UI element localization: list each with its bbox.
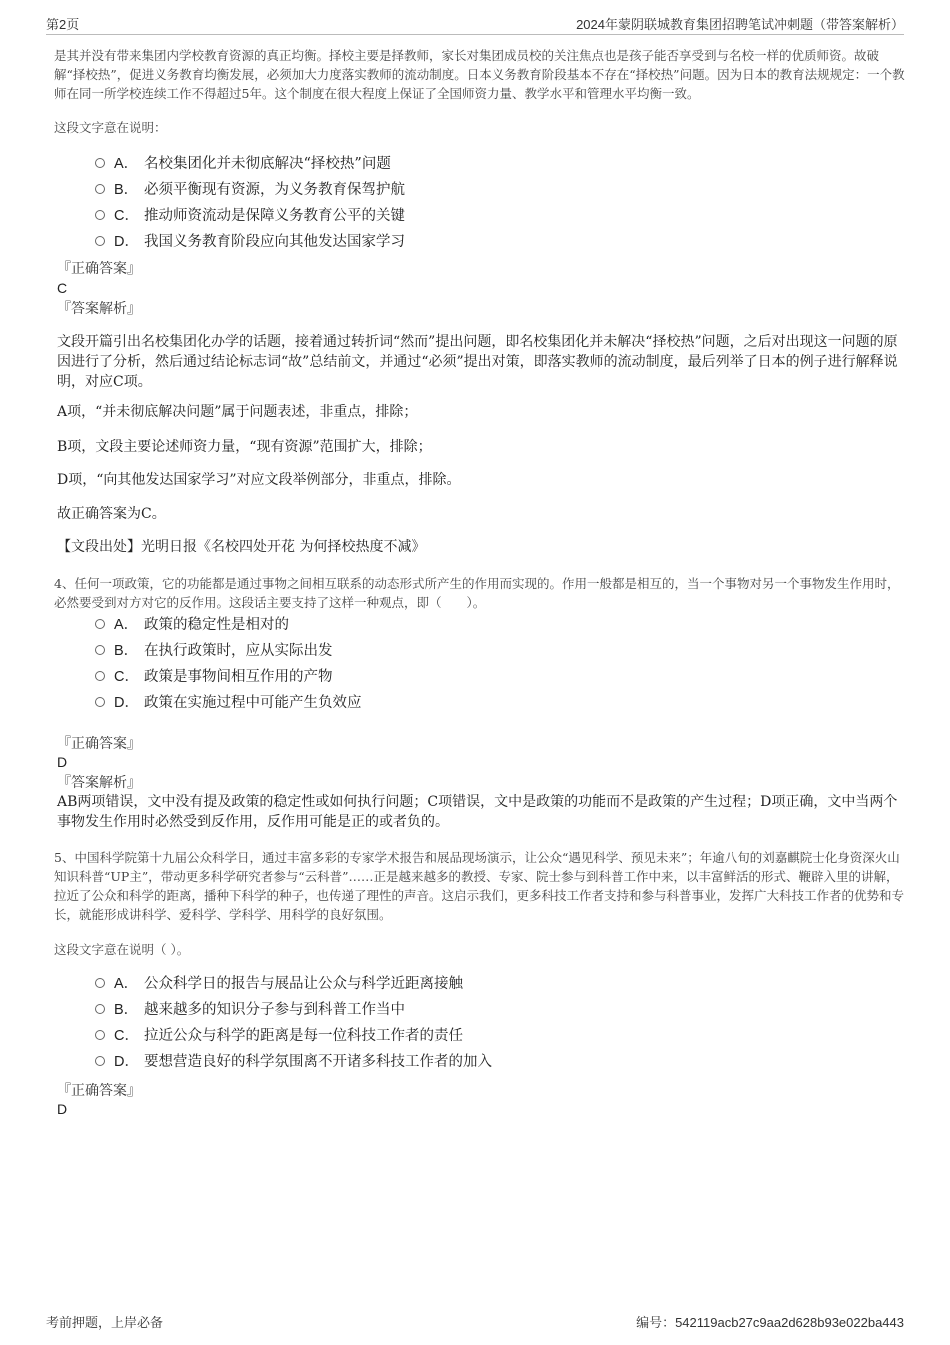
q4-question: 4、任何一项政策，它的功能都是通过事物之间相互联系的动态形式所产生的作用而实现的。作用一般都是相互的，当一个事物对另一个事物发生作用时，必然要受到对方对它的反作用。这段话主要支持了这样一种观点，即（ ）。 <box>54 576 900 610</box>
q3-analysis-label: 『答案解析』 <box>57 301 141 317</box>
q4-options <box>95 612 895 716</box>
q4-analysis-label: 『答案解析』 <box>57 775 141 791</box>
q3-answer-label: 『正确答案』 <box>57 261 141 277</box>
q3-passage: 是其并没有带来集团内学校教育资源的真正均衡。择校主要是择教师，家长对集团成员校的关注焦点也是孩子能否享受到与名校一样的优质师资。故破解“择校热”，促进义务教育均衡发展，必须加大力度落实教师的流动制度。日本义务教育阶段基本不存在“择校热”问题。因为日本的教育法规规定：一个教师在同一所学校连续工作不得超过5年。这个制度在很大程度上保证了全国师资力量、教学水平和管理水平均衡一致。 <box>54 48 905 101</box>
q3-option-b[interactable]: B． 必须平衡现有资源，为义务教育保驾护航 <box>95 177 895 203</box>
q5-answer-value: D <box>57 1101 68 1117</box>
radio-icon[interactable] <box>95 1004 105 1014</box>
document-code: 编号：542119acb27c9aa2d628b93e022ba443 <box>636 1315 904 1330</box>
q5-option-d[interactable]: D． 要想营造良好的科学氛围离不开诸多科技工作者的加入 <box>95 1049 895 1075</box>
q3-analysis-conclusion: 故正确答案为C。 <box>57 506 166 522</box>
q4-option-a[interactable]: A． 政策的稳定性是相对的 <box>95 612 895 638</box>
q5-option-c[interactable]: C． 拉近公众与科学的距离是每一位科技工作者的责任 <box>95 1023 895 1049</box>
q3-analysis-summary: 文段开篇引出名校集团化办学的话题，接着通过转折词“然而”提出问题，即名校集团化并未解决“择校热”问题，之后对出现这一问题的原因进行了分析，然后通过结论标志词“故”总结前文，并通过“必须”提出对策，即落实教师的流动制度，最后列举了日本的例子进行解释说明，对应C项。 <box>57 334 898 390</box>
q3-option-d[interactable]: D． 我国义务教育阶段应向其他发达国家学习 <box>95 229 895 255</box>
radio-icon[interactable] <box>95 697 105 707</box>
radio-icon[interactable] <box>95 184 105 194</box>
document-title: 2024年蒙阴联城教育集团招聘笔试冲刺题（带答案解析） <box>576 17 904 32</box>
q5-option-a[interactable]: A． 公众科学日的报告与展品让公众与科学近距离接触 <box>95 971 895 997</box>
radio-icon[interactable] <box>95 158 105 168</box>
q3-question: 这段文字意在说明： <box>54 120 167 135</box>
q3-source: 【文段出处】光明日报《名校四处开花 为何择校热度不减》 <box>57 539 426 555</box>
radio-icon[interactable] <box>95 619 105 629</box>
radio-icon[interactable] <box>95 671 105 681</box>
q3-analysis-d: D项，“向其他发达国家学习”对应文段举例部分，非重点，排除。 <box>57 472 461 488</box>
q3-answer-value: C <box>57 280 68 296</box>
radio-icon[interactable] <box>95 645 105 655</box>
q4-answer-label: 『正确答案』 <box>57 736 141 752</box>
page-header <box>46 14 904 35</box>
radio-icon[interactable] <box>95 210 105 220</box>
radio-icon[interactable] <box>95 236 105 246</box>
radio-icon[interactable] <box>95 1056 105 1066</box>
q3-option-c[interactable]: C． 推动师资流动是保障义务教育公平的关键 <box>95 203 895 229</box>
q3-option-a[interactable]: A． 名校集团化并未彻底解决“择校热”问题 <box>95 151 895 177</box>
q3-analysis-b: B项，文段主要论述师资力量，“现有资源”范围扩大，排除； <box>57 439 432 455</box>
q4-option-c[interactable]: C． 政策是事物间相互作用的产物 <box>95 664 895 690</box>
page-number: 第2页 <box>46 17 80 32</box>
page-footer <box>46 1312 904 1332</box>
q4-analysis: AB两项错误，文中没有提及政策的稳定性或如何执行问题；C项错误，文中是政策的功能而不是政策的产生过程；D项正确，文中当两个事物发生作用时必然受到反作用，反作用可能是正的或者负的。 <box>57 794 898 830</box>
q3-analysis-a: A项，“并未彻底解决问题”属于问题表述，非重点，排除； <box>57 404 418 420</box>
q3-options <box>95 151 895 255</box>
q4-option-d[interactable]: D． 政策在实施过程中可能产生负效应 <box>95 690 895 716</box>
q5-answer-label: 『正确答案』 <box>57 1083 141 1099</box>
q5-question: 5、中国科学院第十九届公众科学日，通过丰富多彩的专家学术报告和展品现场演示，让公众“遇见科学、预见未来”；年逾八旬的刘嘉麒院士化身资深火山知识科普“UP主”，带动更多科学研究者参与“云科普”……正是越来越多的教授、专家、院士参与到科普工作中来，以丰富鲜活的形式、鞭辟入里的讲解，拉近了公众和科学的距离，播种下科学的种子，也传递了理性的声音。这启示我们，更多科技工作者支持和参与科普事业，发挥广大科技工作者的优势和专长，就能形成讲科学、爱科学、学科学、用科学的良好氛围。 <box>54 850 905 922</box>
q5-prompt: 这段文字意在说明（ ）。 <box>54 942 190 957</box>
radio-icon[interactable] <box>95 1030 105 1040</box>
q4-option-b[interactable]: B． 在执行政策时，应从实际出发 <box>95 638 895 664</box>
q4-answer-value: D <box>57 754 68 770</box>
radio-icon[interactable] <box>95 978 105 988</box>
q5-option-b[interactable]: B． 越来越多的知识分子参与到科普工作当中 <box>95 997 895 1023</box>
q5-options <box>95 971 895 1075</box>
footer-slogan: 考前押题，上岸必备 <box>46 1315 164 1330</box>
